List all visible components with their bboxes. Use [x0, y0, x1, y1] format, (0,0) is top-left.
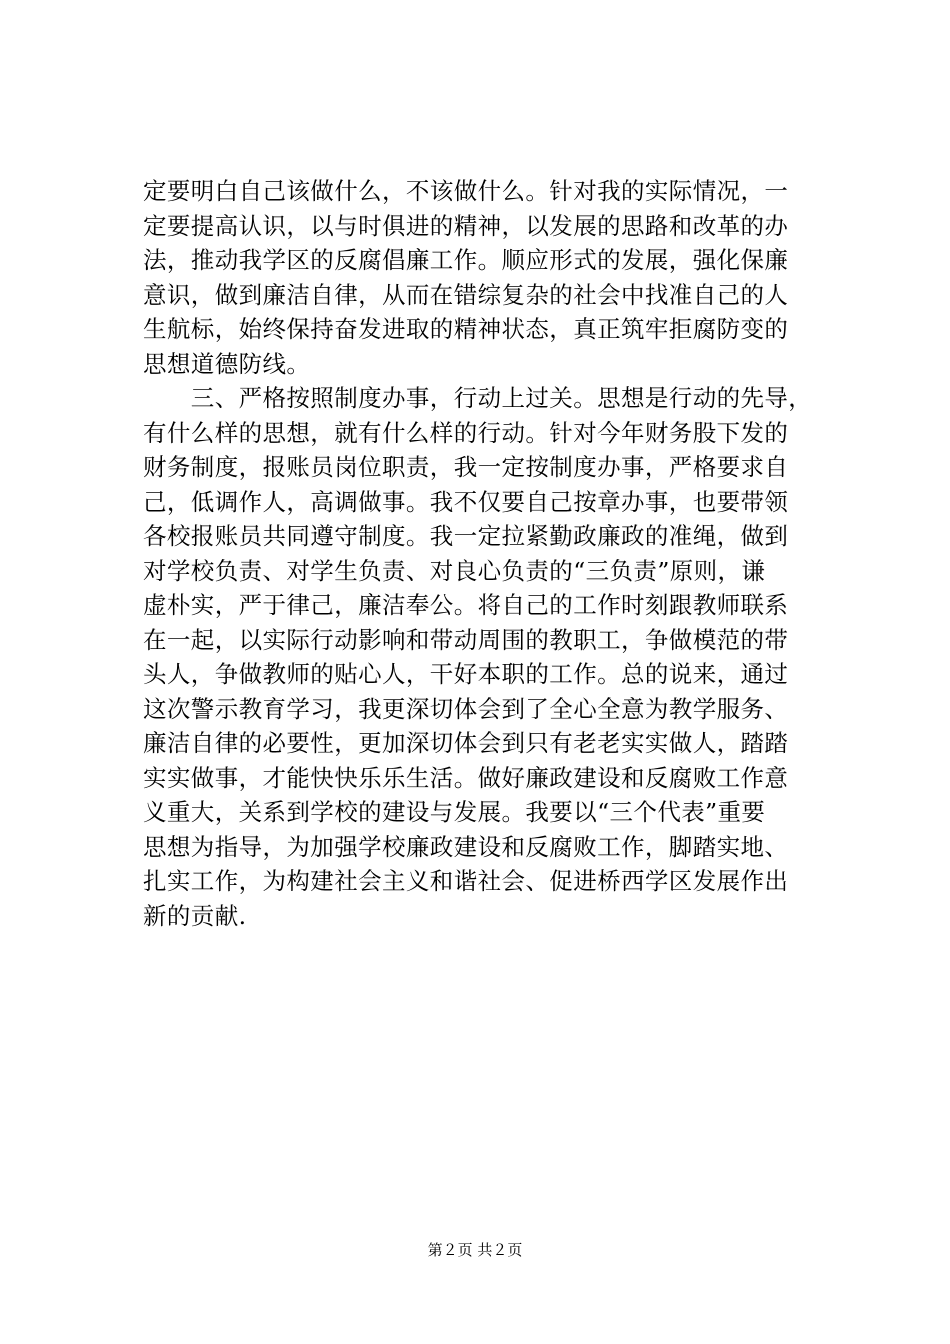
- text-line: 这次警示教育学习，我更深切体会到了全心全意为教学服务、: [143, 694, 789, 723]
- text-line: 定要明白自己该做什么，不该做什么。针对我的实际情况，一: [143, 177, 789, 205]
- page-number-footer: 第２页 共２页: [427, 1241, 523, 1259]
- text-line: 法，推动我学区的反腐倡廉工作。顺应形式的发展，强化保廉: [143, 246, 789, 274]
- text-line: 各校报账员共同遵守制度。我一定拉紧勤政廉政的准绳，做到: [143, 522, 789, 550]
- text-line: 廉洁自律的必要性，更加深切体会到只有老老实实做人，踏踏: [143, 729, 789, 757]
- body-text: [143, 174, 858, 933]
- text-line: 思想道德防线。: [143, 349, 311, 378]
- text-line: 实实做事，才能快快乐乐生活。做好廉政建设和反腐败工作意: [143, 763, 789, 792]
- text-line: 虚朴实，严于律己，廉洁奉公。将自己的工作时刻跟教师联系: [143, 591, 789, 619]
- text-line: 己，低调作人，高调做事。我不仅要自己按章办事，也要带领: [143, 487, 789, 516]
- text-line: 扎实工作，为构建社会主义和谐社会、促进桥西学区发展作出: [143, 867, 789, 895]
- text-line: 财务制度，报账员岗位职责，我一定按制度办事，严格要求自: [143, 453, 789, 481]
- text-line: 意识，做到廉洁自律，从而在错综复杂的社会中找准自己的人: [143, 280, 789, 309]
- text-line: 义重大，关系到学校的建设与发展。我要以“三个代表”重要: [143, 798, 766, 826]
- text-line: 新的贡献.: [143, 901, 247, 930]
- text-line: 定要提高认识，以与时俱进的精神，以发展的思路和改革的办: [143, 211, 789, 240]
- text-line: 在一起，以实际行动影响和带动周围的教职工，争做模范的带: [143, 625, 789, 654]
- text-line: 头人，争做教师的贴心人，干好本职的工作。总的说来，通过: [143, 660, 789, 688]
- text-line: 有什么样的思想，就有什么样的行动。针对今年财务股下发的: [143, 418, 789, 447]
- text-line: 思想为指导，为加强学校廉政建设和反腐败工作，脚踏实地、: [143, 832, 789, 861]
- text-line: 生航标，始终保持奋发进取的精神状态，真正筑牢拒腐防变的: [143, 315, 789, 343]
- text-line: 三、严格按照制度办事，行动上过关。思想是行动的先导，: [143, 384, 813, 412]
- text-line: 对学校负责、对学生负责、对良心负责的“三负责”原则，谦: [143, 556, 766, 585]
